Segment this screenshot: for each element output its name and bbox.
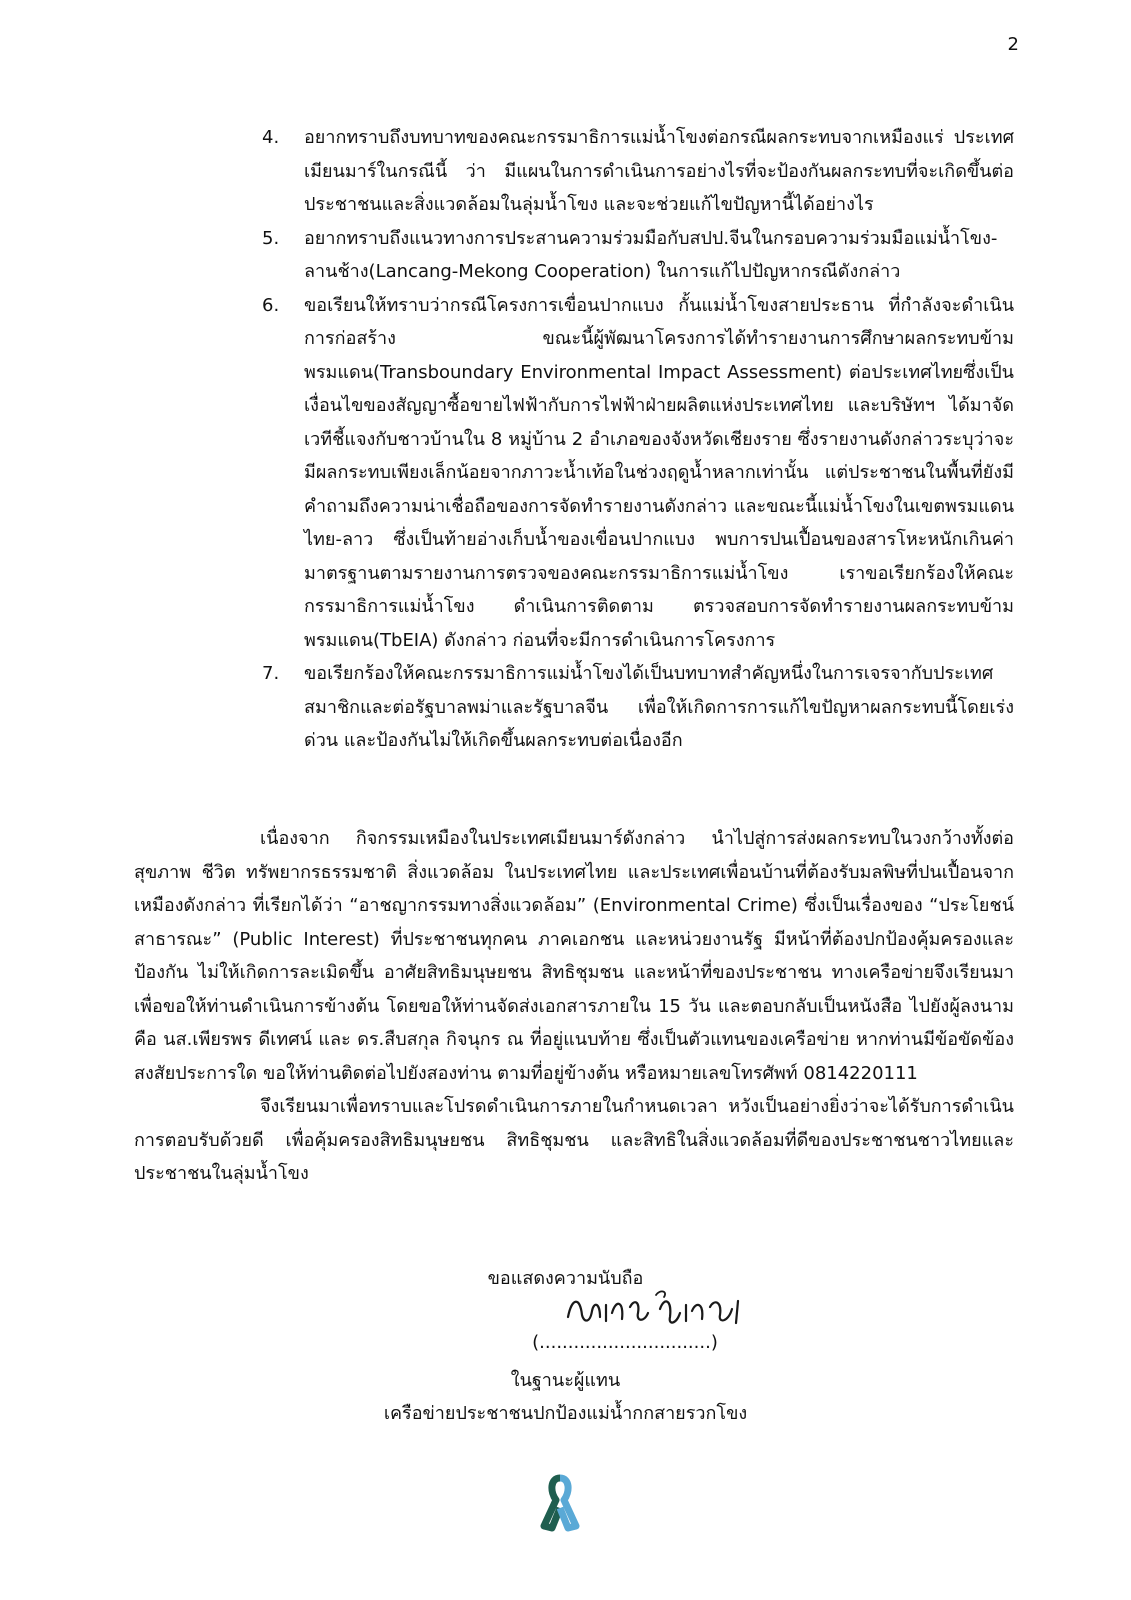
ribbon-logo — [538, 1474, 582, 1532]
letter-body — [134, 822, 1014, 1191]
list-item: 5. อยากทราบถึงแนวทางการประสานความร่วมมือกับสปป.จีนในกรอบความร่วมมือแม่น้ำโขง-ลานช้าง(Lancang-Mekong Cooperation) ในการแก้ไปปัญหากรณีดังกล่าว — [262, 227, 998, 282]
signature-line: (..............................) — [532, 1332, 718, 1353]
demands-list — [262, 121, 1014, 758]
signer-organization: เครือข่ายประชาชนปกป้องแม่น้ำกกสายรวกโขง — [383, 1403, 748, 1424]
list-item: 7. ขอเรียกร้องให้คณะกรรมาธิการแม่น้ำโขงได้เป็นบทบาทสำคัญหนึ่งในการเจรจากับประเทศสมาชิกและต่อรัฐบาลพม่าและรัฐบาลจีน เพื่อให้เกิดการการแก้ไขปัญหาผลกระทบนี้โดยเร่งด่วน และป้องกันไม่ให้เกิดขึ้นผลกระทบต่อเนื่องอีก — [262, 663, 1014, 751]
paragraph-request: เนื่องจาก กิจกรรมเหมืองในประเทศเมียนมาร์ดังกล่าว นำไปสู่การส่งผลกระทบในวงกว้างทั้งต่อสุขภาพ ชีวิต ทรัพยากรธรรมชาติ สิ่งแวดล้อม ในประเทศไทย และประเทศเพื่อนบ้านที่ต้องรับมลพิษที่ปนเปื้อนจากเหมืองดังกล่าว ที่เรียกได้ว่า “อาชญากรรมทางสิ่งแวดล้อม” (Environmental Crime) ซึ่งเป็นเรื่องของ “ประโยชน์สาธารณะ” (Public Interest) ที่ประชาชนทุกคน ภาคเอกชน และหน่วยงานรัฐ มีหน้าที่ต้องปกป้องคุ้มครองและป้องกัน ไม่ให้เกิดการละเมิดขึ้น อาศัยสิทธิมนุษยชน สิทธิชุมชน และหน้าที่ของประชาชน ทางเครือข่ายจึงเรียนมาเพื่อขอให้ท่านดำเนินการข้างต้น โดยขอให้ท่านจัดส่งเอกสารภายใน 15 วัน และตอบกลับเป็นหนังสือ ไปยังผู้ลงนาม คือ นส.เพียรพร ดีเทศน์ และ ดร.สืบสกุล กิจนุกร ณ ที่อยู่แนบท้าย ซึ่งเป็นตัวแทนของเครือข่าย หากท่านมีข้อขัดข้องสงสัยประการใด ขอให้ท่านติดต่อไปยังสองท่าน ตามที่อยู่ข้างต้น หรือหมายเลขโทรศัพท์ 0814220111 — [134, 828, 1014, 1084]
page-number: 2 — [1007, 34, 1019, 55]
salutation: ขอแสดงความนับถือ — [487, 1268, 644, 1289]
signature-image — [560, 1287, 760, 1333]
list-item: 4. อยากทราบถึงบทบาทของคณะกรรมาธิการแม่น้ำโขงต่อกรณีผลกระทบจากเหมืองแร่ ประเทศเมียนมาร์ในกรณีนี้ ว่า มีแผนในการดำเนินการอย่างไรที่จะป้องกันผลกระทบที่จะเกิดขึ้นต่อประชาชนและสิ่งแวดล้อมในลุ่มน้ำโขง และจะช่วยแก้ไขปัญหานี้ได้อย่างไร — [262, 127, 1014, 215]
signer-capacity: ในฐานะผู้แทน — [510, 1370, 621, 1391]
list-item: 6. ขอเรียนให้ทราบว่ากรณีโครงการเขื่อนปากแบง กั้นแม่น้ำโขงสายประธาน ที่กำลังจะดำเนินการก่อสร้าง ขณะนี้ผู้พัฒนาโครงการได้ทำรายงานการศึกษาผลกระทบข้ามพรมแดน(Transboundary Environmental Impact Assessment) ต่อประเทศไทยซึ่งเป็นเงื่อนไขของสัญญาซื้อขายไฟฟ้ากับการไฟฟ้าฝ่ายผลิตแห่งประเทศไทย และบริษัทฯ ได้มาจัดเวทีชี้แจงกับชาวบ้านใน 8 หมู่บ้าน 2 อำเภอของจังหวัดเชียงราย ซึ่งรายงานดังกล่าวระบุว่าจะมีผลกระทบเพียงเล็กน้อยจากภาวะน้ำเท้อในช่วงฤดูน้ำหลากเท่านั้น แต่ประชาชนในพื้นที่ยังมีคำถามถึงความน่าเชื่อถือของการจัดทำรายงานดังกล่าว และขณะนี้แม่น้ำโขงในเขตพรมแดนไทย-ลาว ซึ่งเป็นท้ายอ่างเก็บน้ำของเขื่อนปากแบง พบการปนเปื้อนของสารโหะหนักเกินค่ามาตรฐานตามรายงานการตรวจของคณะกรรมาธิการแม่น้ำโขง เราขอเรียกร้องให้คณะกรรมาธิการแม่น้ำโขง ดำเนินการติดตาม ตรวจสอบการจัดทำรายงานผลกระทบข้ามพรมแดน(TbEIA) ดังกล่าว ก่อนที่จะมีการดำเนินการโครงการ — [262, 294, 1014, 651]
paragraph-closing: จึงเรียนมาเพื่อทราบและโปรดดำเนินการภายในกำหนดเวลา หวังเป็นอย่างยิ่งว่าจะได้รับการดำเนินการตอบรับด้วยดี เพื่อคุ้มครองสิทธิมนุษยชน สิทธิชุมชน และสิทธิในสิ่งแวดล้อมที่ดีของประชาชนชาวไทยและประชาชนในลุ่มน้ำโขง — [134, 1096, 1014, 1184]
